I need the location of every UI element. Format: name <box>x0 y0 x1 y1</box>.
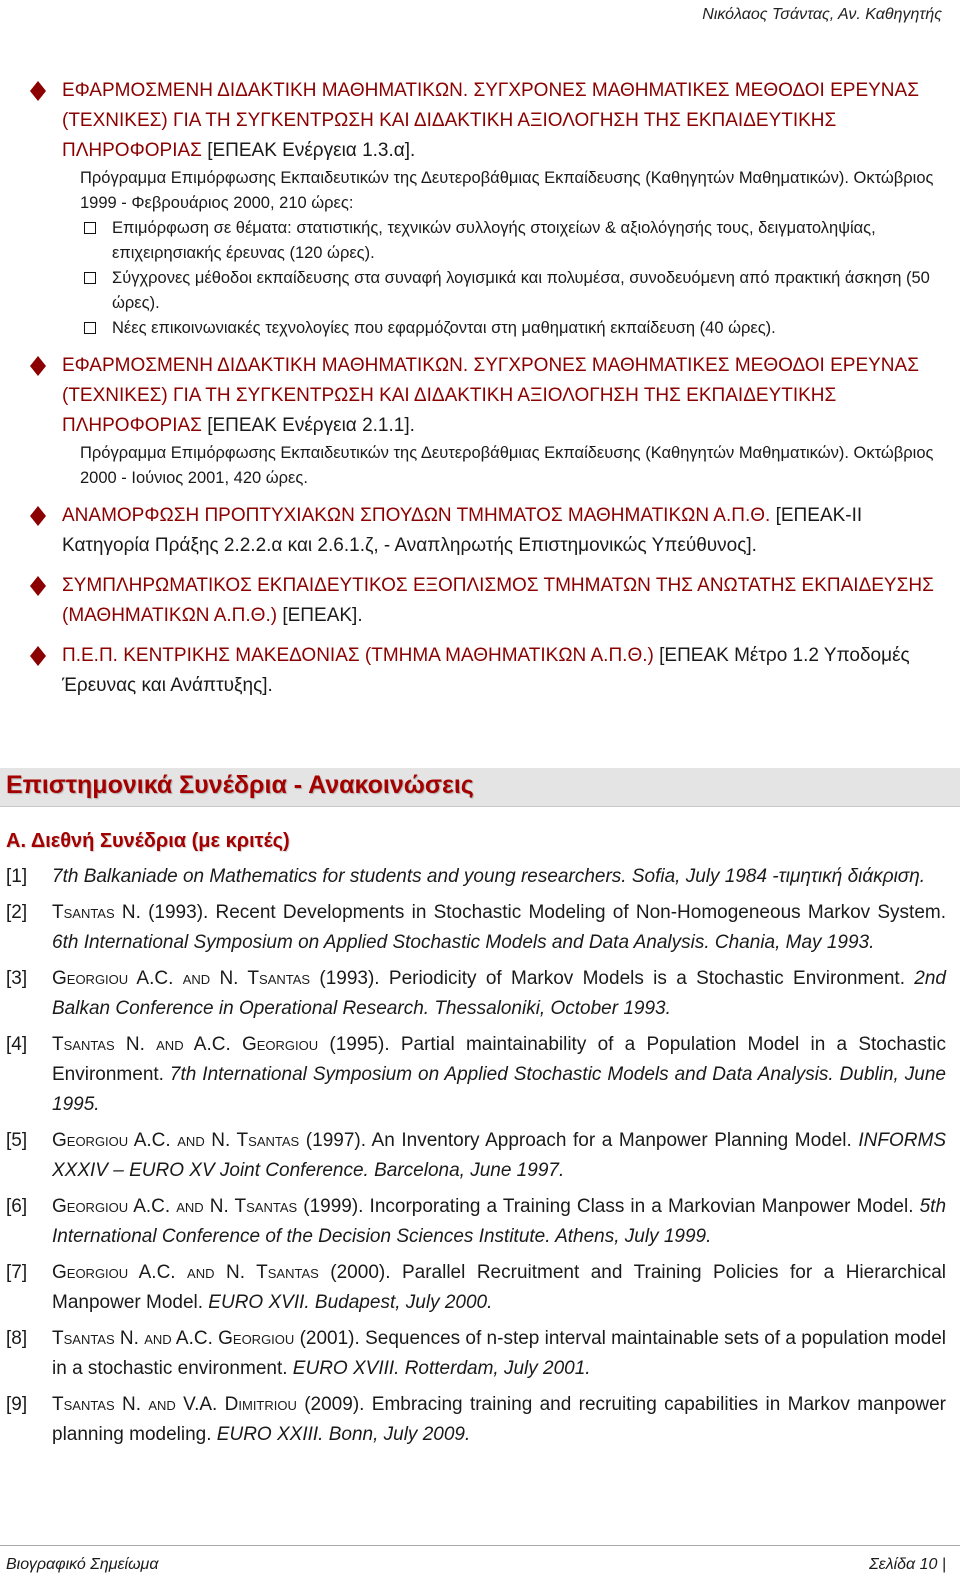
reference-authors: Georgiou A.C. and N. Tsantas <box>52 1196 298 1217</box>
reference-item <box>6 1324 946 1384</box>
reference-item <box>6 862 946 892</box>
reference-item <box>6 964 946 1024</box>
diamond-bullet-icon <box>30 81 46 101</box>
project-description: Πρόγραμμα Επιμόρφωσης Εκπαιδευτικών της Δευτεροβάθμιας Εκπαίδευσης (Καθηγητών Μαθηματικών). Οκτώβριος 1999 - Φεβρουάριος 2000, 210 ώρες: <box>80 169 934 212</box>
project-reference: [ΕΠΕΑΚ Ενέργεια 1.3.α]. <box>207 140 416 161</box>
project-description: Πρόγραμμα Επιμόρφωσης Εκπαιδευτικών της Δευτεροβάθμιας Εκπαίδευσης (Καθηγητών Μαθηματικών). Οκτώβριος 2000 - Ιούνιος 2001, 420 ώρες. <box>80 444 934 487</box>
diamond-bullet-icon <box>30 646 46 666</box>
project-reference: [ΕΠΕΑΚ]. <box>282 605 363 626</box>
reference-item <box>6 1258 946 1318</box>
project-reference: [ΕΠΕΑΚ Μέτρο 1.2 Υποδομές Έρευνας και Ανάπτυξης]. <box>62 645 910 696</box>
diamond-bullet-icon <box>30 506 46 526</box>
reference-number: [1] <box>6 866 28 887</box>
project-item <box>28 641 948 701</box>
reference-number: [3] <box>6 968 28 989</box>
project-reference: [ΕΠΕΑΚ-ΙΙ Κατηγορία Πράξης 2.2.2.α και 2.6.1.ζ, - Αναπληρωτής Επιστημονικώς Υπεύθυνος]. <box>62 505 863 556</box>
project-item <box>28 571 948 631</box>
reference-authors: Tsantas N. and V.A. Dimitriou <box>52 1394 297 1415</box>
reference-number: [7] <box>6 1262 28 1283</box>
project-title: ΕΦΑΡΜΟΣΜΕΝΗ ΔΙΔΑΚΤΙΚΗ ΜΑΘΗΜΑΤΙΚΩΝ. ΣΥΓΧΡΟΝΕΣ ΜΑΘΗΜΑΤΙΚΕΣ ΜΕΘΟΔΟΙ ΕΡΕΥΝΑΣ (ΤΕΧΝΙΚΕΣ) ΓΙΑ ΤΗ ΣΥΓΚΕΝΤΡΩΣΗ ΚΑΙ ΔΙΔΑΚΤΙΚΗ ΑΞΙΟΛΟΓΗΣΗ ΤΗΣ ΕΚΠΑΙΔΕΥΤΙΚΗΣ ΠΛΗΡΟΦΟΡΙΑΣ [ΕΠΕΑΚ Ενέργεια 2.1.1]. <box>62 355 919 436</box>
reference-text: (2001). Sequences of n-step interval maintainable sets of a population model in a stochastic environment. <box>52 1328 947 1379</box>
reference-venue: 5th International Conference of the Decision Sciences Institute. Athens, July 1999. <box>52 1196 947 1247</box>
project-item <box>28 351 948 491</box>
reference-text: (1993). Periodicity of Markov Models is a Stochastic Environment. <box>310 968 915 989</box>
reference-text: (1997). An Inventory Approach for a Manpower Planning Model. <box>299 1130 859 1151</box>
reference-number: [2] <box>6 902 28 923</box>
reference-number: [8] <box>6 1328 28 1349</box>
footer-page-number: Σελίδα 10 | <box>869 1556 946 1573</box>
reference-text: (1995). Partial maintainability of a Population Model in a Stochastic Environment. <box>52 1034 946 1085</box>
project-title: ΑΝΑΜΟΡΦΩΣΗ ΠΡΟΠΤΥΧΙΑΚΩΝ ΣΠΟΥΔΩΝ ΤΜΗΜΑΤΟΣ ΜΑΘΗΜΑΤΙΚΩΝ Α.Π.Θ. [ΕΠΕΑΚ-ΙΙ Κατηγορία Πράξης 2.2.2.α και 2.6.1.ζ, - Αναπληρωτής Επιστημονικώς Υπεύθυνος]. <box>62 505 863 556</box>
reference-venue: INFORMS XXXIV – EURO XV Joint Conference. Barcelona, June 1997. <box>52 1130 947 1181</box>
reference-venue: EURO XXIII. Bonn, July 2009. <box>216 1424 471 1445</box>
project-title: ΣΥΜΠΛΗΡΩΜΑΤΙΚΟΣ ΕΚΠΑΙΔΕΥΤΙΚΟΣ ΕΞΟΠΛΙΣΜΟΣ ΤΜΗΜΑΤΩΝ ΤΗΣ ΑΝΩΤΑΤΗΣ ΕΚΠΑΙΔΕΥΣΗΣ (ΜΑΘΗΜΑΤΙΚΩΝ Α.Π.Θ.) [ΕΠΕΑΚ]. <box>62 575 934 626</box>
reference-number: [5] <box>6 1130 28 1151</box>
reference-text: (1993). Recent Developments in Stochastic Modeling of Non-Homogeneous Markov System. <box>140 902 946 923</box>
reference-venue: 7th International Symposium on Applied Stochastic Models and Data Analysis. Dublin, June 1995. <box>52 1064 946 1115</box>
reference-authors: Tsantas N. <box>52 902 141 923</box>
sublist-item: Νέες επικοινωνιακές τεχνολογίες που εφαρμόζονται στη μαθηματική εκπαίδευση (40 ώρες). <box>80 316 948 341</box>
section-title: Επιστημονικά Συνέδρια - Ανακοινώσεις <box>6 771 474 799</box>
reference-authors: Tsantas N. and A.C. Georgiou <box>52 1328 295 1349</box>
reference-number: [4] <box>6 1034 28 1055</box>
reference-number: [6] <box>6 1196 28 1217</box>
reference-authors: Georgiou A.C. and N. Tsantas <box>52 1130 300 1151</box>
diamond-bullet-icon <box>30 576 46 596</box>
reference-venue: 7th Balkaniade on Mathematics for students and young researchers. Sofia, July 1984 -τιμητική διάκριση. <box>52 866 926 887</box>
project-item <box>28 76 948 341</box>
reference-item <box>6 1192 946 1252</box>
project-item <box>28 501 948 561</box>
page-header-author: Νικόλαος Τσάντας, Αν. Καθηγητής <box>702 6 942 23</box>
reference-item <box>6 1030 946 1120</box>
checkbox-bullet-icon <box>84 322 96 334</box>
references-list <box>6 862 946 1456</box>
reference-text: (1999). Incorporating a Training Class in a Markovian Manpower Model. <box>297 1196 920 1217</box>
project-sublist <box>62 216 948 341</box>
reference-authors: Tsantas N. and A.C. Georgiou <box>52 1034 319 1055</box>
reference-venue: EURO XVII. Budapest, July 2000. <box>208 1292 493 1313</box>
reference-venue: 6th International Symposium on Applied Stochastic Models and Data Analysis. Chania, May 1993. <box>52 932 875 953</box>
reference-venue: 2nd Balkan Conference in Operational Research. Thessaloniki, October 1993. <box>52 968 946 1019</box>
reference-item <box>6 1390 946 1450</box>
reference-number: [9] <box>6 1394 28 1415</box>
project-reference: [ΕΠΕΑΚ Ενέργεια 2.1.1]. <box>207 415 415 436</box>
reference-item <box>6 1126 946 1186</box>
section-heading <box>0 768 960 807</box>
sublist-item: Σύγχρονες μέθοδοι εκπαίδευσης στα συναφή λογισμικά και πολυμέσα, συνοδευόμενη από πρακτική άσκηση (50 ώρες). <box>80 266 948 316</box>
footer-document-title: Βιογραφικό Σημείωμα <box>6 1556 159 1573</box>
checkbox-bullet-icon <box>84 272 96 284</box>
diamond-bullet-icon <box>30 356 46 376</box>
reference-venue: EURO XVIII. Rotterdam, July 2001. <box>292 1358 591 1379</box>
subsection-title: Α. Διεθνή Συνέδρια (με κριτές) <box>6 830 290 852</box>
reference-authors: Georgiou A.C. and N. Tsantas <box>52 968 311 989</box>
footer-divider <box>0 1545 960 1546</box>
reference-text: (2000). Parallel Recruitment and Training Policies for a Hierarchical Manpower Model. <box>52 1262 946 1313</box>
reference-authors: Georgiou A.C. and N. Tsantas <box>52 1262 319 1283</box>
sublist-item: Επιμόρφωση σε θέματα: στατιστικής, τεχνικών συλλογής στοιχείων & αξιολόγησής τους, δειγματοληψίας, επιχειρησιακής έρευνας (120 ώρες). <box>80 216 948 266</box>
project-title: ΕΦΑΡΜΟΣΜΕΝΗ ΔΙΔΑΚΤΙΚΗ ΜΑΘΗΜΑΤΙΚΩΝ. ΣΥΓΧΡΟΝΕΣ ΜΑΘΗΜΑΤΙΚΕΣ ΜΕΘΟΔΟΙ ΕΡΕΥΝΑΣ (ΤΕΧΝΙΚΕΣ) ΓΙΑ ΤΗ ΣΥΓΚΕΝΤΡΩΣΗ ΚΑΙ ΔΙΔΑΚΤΙΚΗ ΑΞΙΟΛΟΓΗΣΗ ΤΗΣ ΕΚΠΑΙΔΕΥΤΙΚΗΣ ΠΛΗΡΟΦΟΡΙΑΣ [ΕΠΕΑΚ Ενέργεια 1.3.α]. <box>62 80 919 161</box>
checkbox-bullet-icon <box>84 222 96 234</box>
project-title: Π.Ε.Π. ΚΕΝΤΡΙΚΗΣ ΜΑΚΕΔΟΝΙΑΣ (ΤΜΗΜΑ ΜΑΘΗΜΑΤΙΚΩΝ Α.Π.Θ.) [ΕΠΕΑΚ Μέτρο 1.2 Υποδομές Έρευνας και Ανάπτυξης]. <box>62 645 910 696</box>
projects-list <box>28 76 948 711</box>
reference-text: (2009). Embracing training and recruiting capabilities in Markov manpower planning modeling. <box>52 1394 946 1445</box>
reference-item <box>6 898 946 958</box>
